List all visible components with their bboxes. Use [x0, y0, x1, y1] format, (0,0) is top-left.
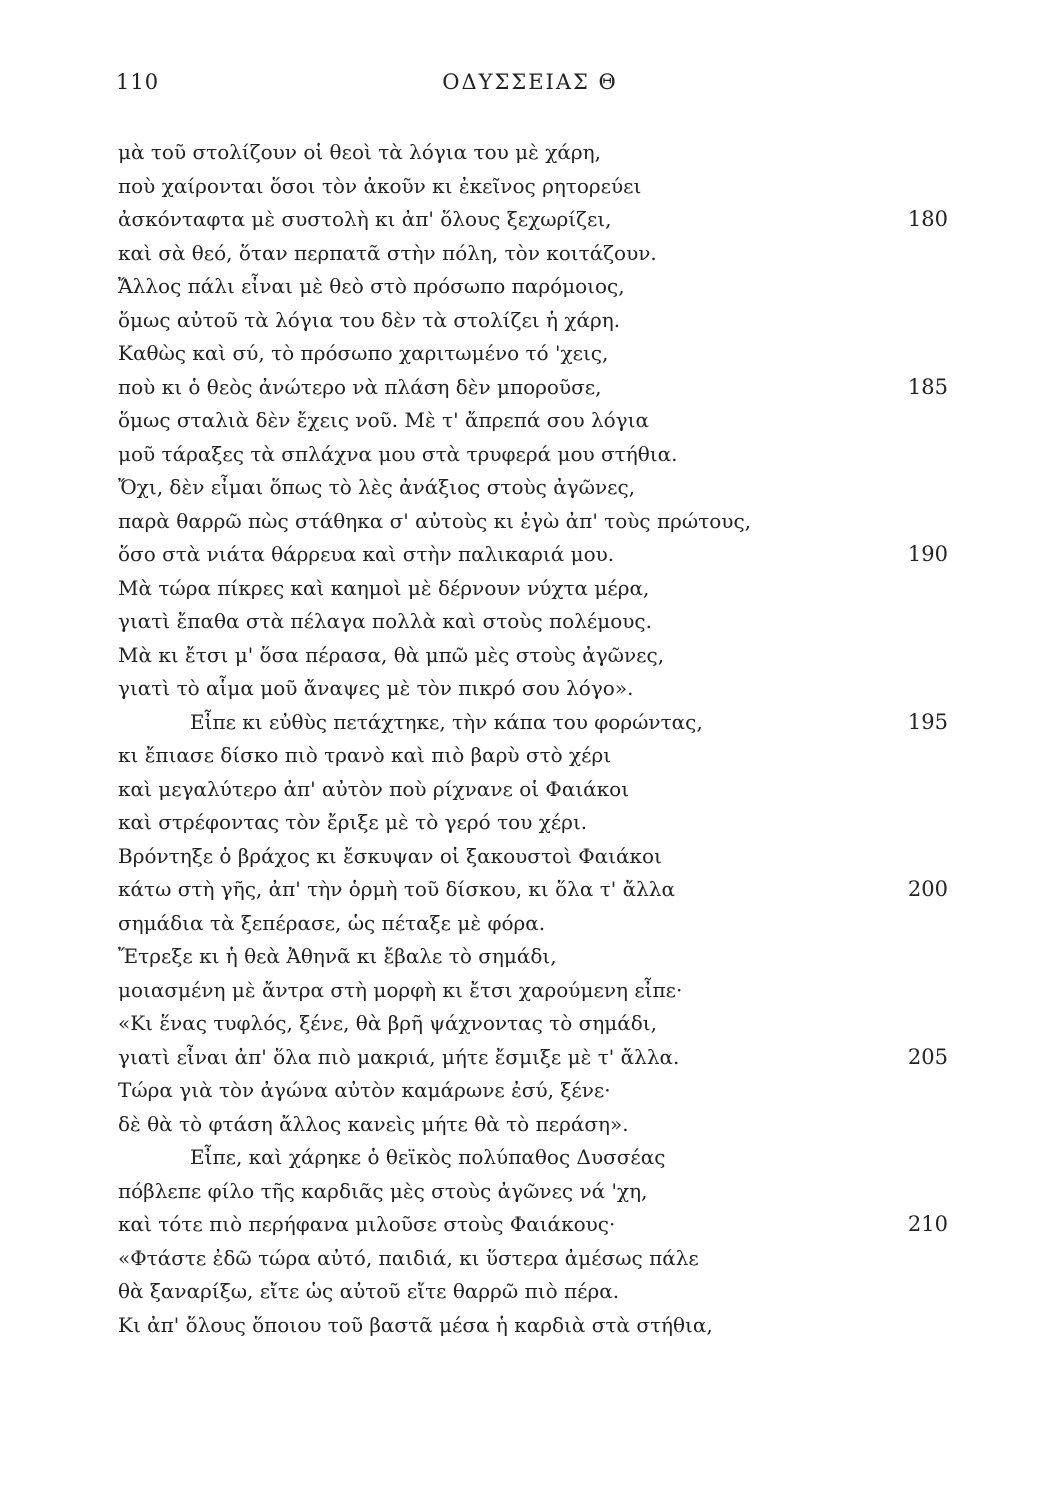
- verse-line: [118, 739, 948, 773]
- verse-line: [118, 773, 948, 807]
- line-number: 180: [907, 207, 948, 231]
- verse-line: [118, 840, 948, 874]
- verse-text: κάτω στὴ γῆς, ἀπ' τὴν ὁρμὴ τοῦ δίσκου, κι ὅλα τ' ἄλλα: [118, 877, 675, 901]
- verse-text: καὶ σὰ θεό, ὅταν περπατᾶ στὴν πόλη, τὸν κοιτάζουν.: [118, 240, 657, 265]
- verse-text: Εἶπε, καὶ χάρηκε ὁ θεϊκὸς πολύπαθος Δυσσέας: [190, 1145, 666, 1169]
- verse-text: μὰ τοῦ στολίζουν οἱ θεοὶ τὰ λόγια του μὲ χάρη,: [118, 140, 601, 164]
- verse-text: καὶ μεγαλύτερο ἀπ' αὐτὸν ποὺ ρίχνανε οἱ Φαιάκοι: [118, 776, 630, 801]
- line-number: 190: [907, 542, 948, 566]
- verse-line: [118, 1007, 948, 1041]
- verse-text: Κι ἀπ' ὅλους ὅποιου τοῦ βαστᾶ μέσα ἡ καρδιὰ στὰ στήθια,: [118, 1312, 713, 1337]
- verse-text: ποὺ κι ὁ θεὸς ἀνώτερο νὰ πλάση δὲν μποροῦσε,: [118, 374, 602, 399]
- verse-line: [118, 1309, 948, 1343]
- verse-line: [118, 672, 948, 706]
- verse-line: [118, 1108, 948, 1142]
- verse-text: σημάδια τὰ ξεπέρασε, ὡς πέταξε μὲ φόρα.: [118, 910, 546, 935]
- verse-line: [118, 605, 948, 639]
- verse-text: γιατὶ ἔπαθα στὰ πέλαγα πολλὰ καὶ στοὺς πολέμους.: [118, 609, 652, 633]
- verse-line: [118, 639, 948, 673]
- verse-text: «Κι ἕνας τυφλός, ξένε, θὰ βρῆ ψάχνοντας τὸ σημάδι,: [118, 1011, 658, 1035]
- line-number: 195: [907, 709, 948, 734]
- verse-text: Καθὼς καὶ σύ, τὸ πρόσωπο χαριτωμένο τό 'χεις,: [118, 341, 609, 365]
- verse-line: [118, 371, 948, 405]
- verse-text: γιατὶ εἶναι ἀπ' ὅλα πιὸ μακριά, μήτε ἔσμιξε μὲ τ' ἄλλα.: [118, 1044, 680, 1069]
- verse-text: Μὰ τώρα πίκρες καὶ καημοὶ μὲ δέρνουν νύχτα μέρα,: [118, 575, 650, 600]
- verse-text: ἀσκόνταφτα μὲ συστολὴ κι ἀπ' ὅλους ξεχωρίζει,: [118, 207, 612, 231]
- verse-line: [118, 136, 948, 170]
- verse-text: θὰ ξαναρίξω, εἴτε ὡς αὐτοῦ εἴτε θαρρῶ πιὸ πέρα.: [118, 1279, 620, 1303]
- verse-text: μοῦ τάραξες τὰ σπλάχνα μου στὰ τρυφερά μου στήθια.: [118, 441, 678, 466]
- verse-line: [118, 806, 948, 840]
- verse-text: Μὰ κι ἔτσι μ' ὅσα πέρασα, θὰ μπῶ μὲς στοὺς ἀγῶνες,: [118, 642, 665, 667]
- verse-line: [118, 270, 948, 304]
- verse-line: [118, 974, 948, 1008]
- verse-line: [118, 438, 948, 472]
- verse-text: παρὰ θαρρῶ πὼς στάθηκα σ' αὐτοὺς κι ἐγὼ ἀπ' τοὺς πρώτους,: [118, 508, 752, 533]
- verse-text: Ἔτρεξε κι ἡ θεὰ Ἀθηνᾶ κι ἔβαλε τὸ σημάδι,: [118, 944, 557, 968]
- running-head: ΟΔΥΣΣΕΙΑΣ Θ: [442, 70, 618, 94]
- verse-line: [118, 1242, 948, 1276]
- verse-text: γιατὶ τὸ αἷμα μοῦ ἄναψες μὲ τὸν πικρό σου λόγο».: [118, 676, 634, 700]
- verse-line: [118, 1208, 948, 1242]
- verse-line: [118, 471, 948, 505]
- verse-line: [118, 1175, 948, 1209]
- verse-line: [118, 505, 948, 539]
- verse-line: [118, 873, 948, 907]
- verse-line: [118, 1141, 948, 1175]
- verse-text: ὅσο στὰ νιάτα θάρρευα καὶ στὴν παλικαριά μου.: [118, 542, 615, 566]
- verse-text: Ὄχι, δὲν εἶμαι ὅπως τὸ λὲς ἀνάξιος στοὺς ἀγῶνες,: [118, 475, 636, 499]
- line-number: 200: [907, 877, 948, 901]
- verse-text: Ἄλλος πάλι εἶναι μὲ θεὸ στὸ πρόσωπο παρόμοιος,: [118, 274, 625, 298]
- verse-line: [118, 203, 948, 237]
- verse-line: [118, 538, 948, 572]
- verse-text: Τώρα γιὰ τὸν ἀγώνα αὐτὸν καμάρωνε ἐσύ, ξένε·: [118, 1078, 611, 1102]
- verse-line: [118, 337, 948, 371]
- page-number: 110: [116, 70, 160, 94]
- verse-text: κι ἔπιασε δίσκο πιὸ τρανὸ καὶ πιὸ βαρὺ στὸ χέρι: [118, 743, 612, 767]
- verse-line: [118, 572, 948, 606]
- verse-text: ὅμως σταλιὰ δὲν ἔχεις νοῦ. Μὲ τ' ἄπρεπά σου λόγια: [118, 408, 649, 432]
- verse-text: ποὺ χαίρονται ὅσοι τὸν ἀκοῦν κι ἐκεῖνος ρητορεύει: [118, 173, 642, 198]
- verse-text: καὶ στρέφοντας τὸν ἔριξε μὲ τὸ γερό του χέρι.: [118, 810, 588, 834]
- verse-text: καὶ τότε πιὸ περήφανα μιλοῦσε στοὺς Φαιάκους·: [118, 1212, 616, 1236]
- verse-text: Εἶπε κι εὐθὺς πετάχτηκε, τὴν κάπα του φορώντας,: [190, 709, 703, 734]
- verse-line: [118, 304, 948, 338]
- verse-line: [118, 237, 948, 271]
- line-number: 210: [907, 1212, 948, 1236]
- verse-line: [118, 1074, 948, 1108]
- verse-block: [118, 136, 948, 1342]
- verse-line: [118, 404, 948, 438]
- verse-text: ὅμως αὐτοῦ τὰ λόγια του δὲν τὰ στολίζει ἡ χάρη.: [118, 307, 621, 332]
- verse-line: [118, 940, 948, 974]
- verse-line: [118, 1041, 948, 1075]
- verse-line: [118, 706, 948, 740]
- verse-text: «Φτάστε ἐδῶ τώρα αὐτό, παιδιά, κι ὕστερα ἀμέσως πάλε: [118, 1245, 699, 1270]
- line-number: 205: [907, 1044, 948, 1069]
- verse-text: μοιασμένη μὲ ἄντρα στὴ μορφὴ κι ἔτσι χαρούμενη εἶπε·: [118, 977, 683, 1002]
- verse-line: [118, 170, 948, 204]
- verse-text: πόβλεπε φίλο τῆς καρδιᾶς μὲς στοὺς ἀγῶνες νά 'χη,: [118, 1178, 648, 1203]
- line-number: 185: [907, 374, 948, 399]
- verse-text: δὲ θὰ τὸ φτάση ἄλλος κανεὶς μήτε θὰ τὸ περάση».: [118, 1111, 629, 1136]
- page-header: [110, 70, 950, 100]
- verse-line: [118, 1275, 948, 1309]
- verse-text: Βρόντηξε ὁ βράχος κι ἔσκυψαν οἱ ξακουστοὶ Φαιάκοι: [118, 843, 662, 868]
- verse-line: [118, 907, 948, 941]
